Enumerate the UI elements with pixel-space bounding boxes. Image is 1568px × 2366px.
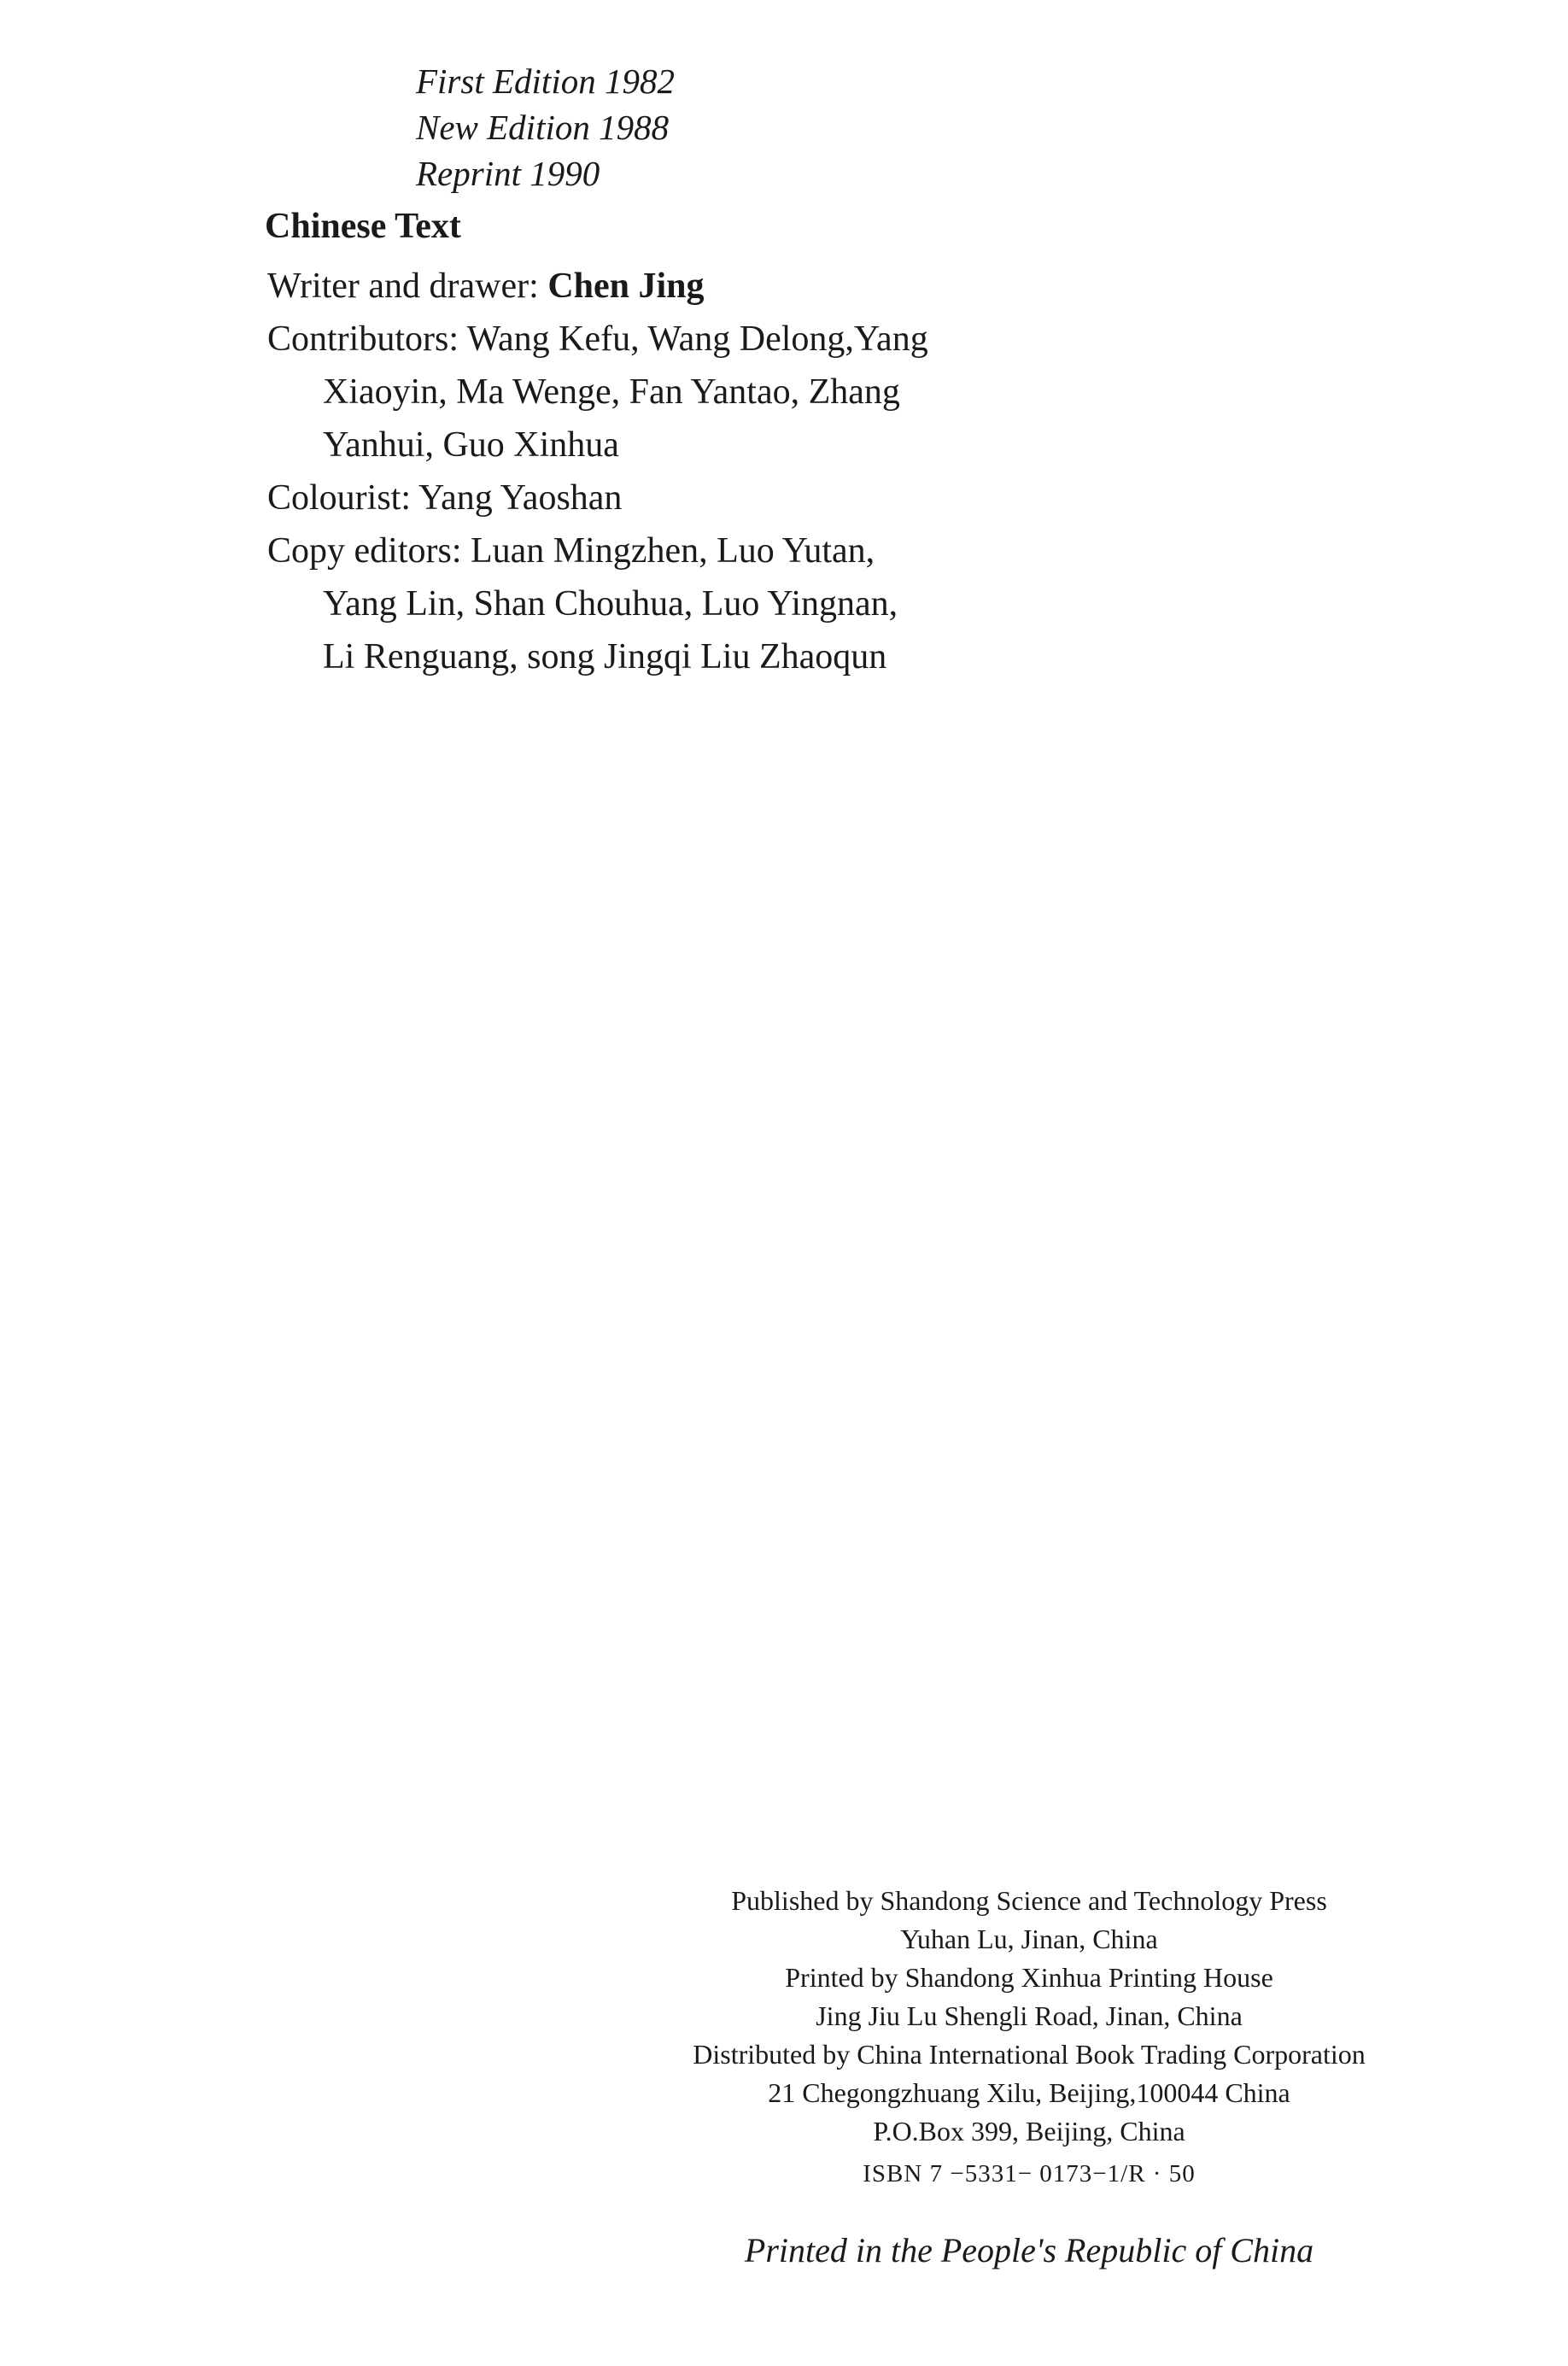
- new-edition-line: New Edition 1988: [416, 108, 670, 147]
- colourist-credit: Colourist: Yang Yaoshan: [267, 478, 623, 518]
- printed-in-line: Printed in the People's Republic of China: [744, 2231, 1314, 2269]
- isbn-line: ISBN 7 −5331− 0173−1/R · 50: [863, 2160, 1196, 2187]
- distributed-by-line: Distributed by China International Book Trading Corporation: [693, 2039, 1366, 2070]
- publisher-address-line: Yuhan Lu, Jinan, China: [900, 1924, 1158, 1954]
- writer-label: Writer and drawer:: [267, 266, 548, 306]
- copy-editors-line-2: Yang Lin, Shan Chouhua, Luo Yingnan,: [323, 584, 898, 624]
- contributors-line-3: Yanhui, Guo Xinhua: [323, 425, 619, 465]
- po-box-line: P.O.Box 399, Beijing, China: [873, 2116, 1185, 2146]
- writer-credit: [267, 261, 705, 312]
- distributor-address-line: 21 Chegongzhuang Xilu, Beijing,100044 China: [768, 2077, 1290, 2108]
- published-by-line: Published by Shandong Science and Technology Press: [731, 1885, 1327, 1916]
- contributors-line-1: Contributors: Wang Kefu, Wang Delong,Yang: [267, 319, 928, 359]
- copy-editors-line-3: Li Renguang, song Jingqi Liu Zhaoqun: [323, 637, 887, 676]
- printer-address-line: Jing Jiu Lu Shengli Road, Jinan, China: [816, 2000, 1243, 2031]
- publisher-block: [427, 1882, 1568, 2151]
- writer-name: Chen Jing: [547, 266, 705, 306]
- printed-by-line: Printed by Shandong Xinhua Printing House: [785, 1962, 1273, 1993]
- reprint-line: Reprint 1990: [416, 154, 600, 193]
- section-title: Chinese Text: [265, 207, 461, 246]
- copy-editors-line-1: Copy editors: Luan Mingzhen, Luo Yutan,: [267, 531, 875, 571]
- first-edition-line: First Edition 1982: [416, 61, 675, 101]
- contributors-line-2: Xiaoyin, Ma Wenge, Fan Yantao, Zhang: [323, 372, 900, 412]
